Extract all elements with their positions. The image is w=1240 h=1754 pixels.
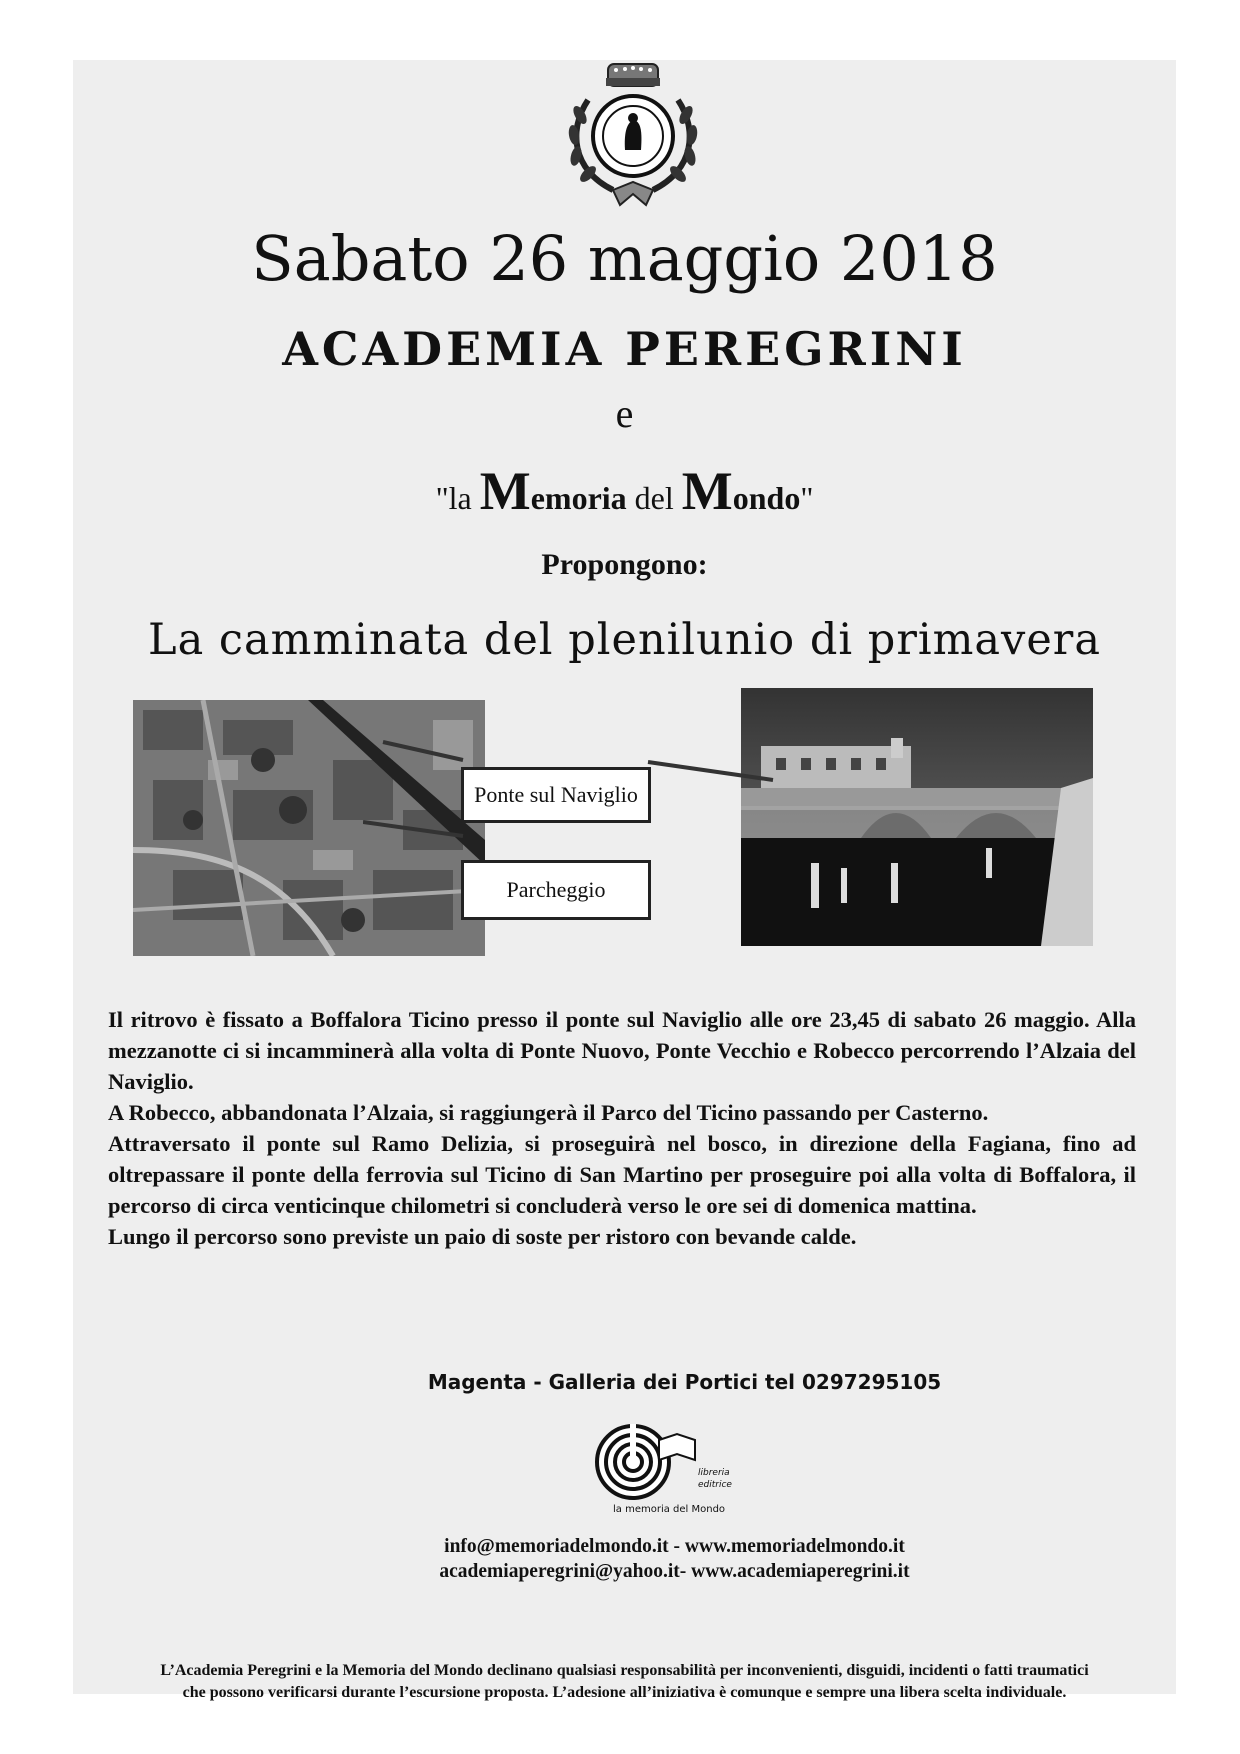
description-paragraph: Attraversato il ponte sul Ramo Delizia, si proseguirà nel bosco, in direzione della Fagiana, fino ad oltrepassare il ponte della ferrovia sul Ticino di San Martino per proseguire poi alla volta di Boffalora, il percorso di circa venticinque chilometri si concluderà verso le ore sei di domenica mattina. [108, 1131, 1136, 1218]
conjunction: e [615, 391, 634, 436]
bridge-night-photo [741, 688, 1093, 946]
label-parcheggio: Parcheggio [461, 860, 651, 920]
shop-address: Magenta - Galleria dei Portici tel 0297295105 [427, 1370, 942, 1394]
flyer-page [73, 60, 1176, 1701]
partner-name: "la Memoria del Mondo" [435, 461, 814, 521]
proposal-heading: Propongono: [541, 548, 708, 581]
contact-email-line-2[interactable]: academiaperegrini@yahoo.it- www.academiaperegrini.it [439, 1561, 910, 1582]
disclaimer-line: che possono verificarsi durante l’escursione proposta. L’adesione all’iniziativa è comunque e sempre una libera scelta individuale. [182, 1684, 1067, 1701]
contact-email-line-1[interactable]: info@memoriadelmondo.it - www.memoriadelmondo.it [444, 1536, 905, 1557]
label-ponte-sul-naviglio: Ponte sul Naviglio [461, 767, 651, 823]
description-paragraph: Lungo il percorso sono previste un paio di soste per ristoro con bevande calde. [108, 1224, 857, 1249]
organizer-name: ACADEMIA PEREGRINI [282, 322, 967, 376]
event-date: Sabato 26 maggio 2018 [251, 222, 998, 295]
logo-sub-editrice: editrice [698, 1480, 732, 1490]
disclaimer-line: L’Academia Peregrini e la Memoria del Mondo declinano qualsiasi responsabilità per inconvenienti, disguidi, incidenti o fatti traumatici [160, 1662, 1089, 1679]
description-paragraph: Il ritrovo è fissato a Boffalora Ticino presso il ponte sul Naviglio alle ore 23,45 di sabato 26 maggio. Alla mezzanotte ci si incamminerà alla volta di Ponte Nuovo, Ponte Vecchio e Robecco percorrendo l’Alzaia del Naviglio. [108, 1007, 1136, 1094]
memoria-del-mondo-logo [573, 1420, 733, 1520]
event-description [108, 1004, 1136, 1252]
event-title: La camminata del plenilunio di primavera [148, 615, 1101, 665]
description-paragraph: A Robecco, abbandonata l’Alzaia, si raggiungerà il Parco del Ticino passando per Casterno. [108, 1100, 989, 1125]
logo-caption: la memoria del Mondo [613, 1504, 726, 1515]
logo-sub-libreria: libreria [698, 1468, 730, 1478]
academia-crest-logo [558, 60, 708, 212]
disclaimer [73, 1660, 1176, 1704]
